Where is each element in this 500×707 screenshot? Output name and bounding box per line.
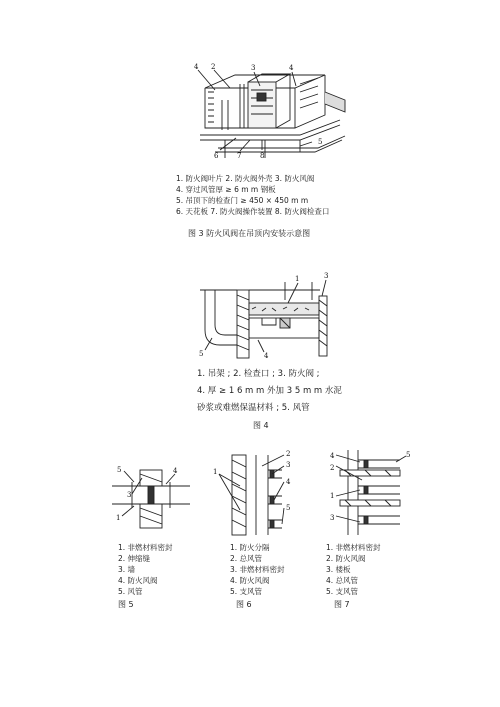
fig6-callout: 4 (286, 478, 291, 486)
fig5-callout: 4 (173, 467, 178, 475)
fig4-legend-line: 砂浆或难燃保温材料 ; 5. 风管 (197, 403, 310, 413)
figure3-caption: 图 3 防火风阀在吊顶内安装示意图 (188, 229, 311, 238)
fig4-legend-line: 4. 厚 ≥ 1 6 m m 外加 3 5 m m 水泥 (197, 386, 342, 396)
fig3-legend-line: 4. 穿过风管厚 ≥ 6 m m 钢板 (176, 185, 276, 194)
fig7-callout: 2 (330, 464, 335, 472)
fig6-callout: 3 (286, 461, 291, 469)
fig5-legend-line: 5. 风管 (118, 587, 143, 596)
fig4-callout: 5 (199, 350, 204, 358)
fig5-legend-line: 4. 防火风阀 (118, 576, 158, 585)
fig4-legend-line: 1. 吊架 ; 2. 检查口 ; 3. 防火阀 ; (197, 369, 320, 379)
fig6-callout: 2 (286, 450, 291, 458)
fig3-callout: 4 (289, 64, 294, 72)
fig5-callout: 3 (127, 491, 132, 499)
fig7-legend-line: 2. 防火风阀 (326, 554, 366, 563)
figure4-caption: 图 4 (253, 421, 269, 430)
fig3-legend-line: 6. 天花板 7. 防火阀操作装置 8. 防火阀检查口 (176, 207, 330, 216)
figure7-legend (326, 542, 381, 597)
fig7-legend-line: 4. 总风管 (326, 576, 359, 585)
fig3-callout: 2 (211, 63, 216, 71)
fig7-callout: 4 (330, 452, 335, 460)
figure6-caption: 图 6 (236, 600, 252, 609)
fig3-callout: 3 (251, 64, 256, 72)
fig5-callout: 1 (116, 514, 121, 522)
figure7-caption: 图 7 (334, 600, 350, 609)
fig7-callout: 5 (406, 451, 411, 459)
fig7-callout: 3 (330, 514, 335, 522)
fig7-callout: 1 (330, 492, 335, 500)
fig5-legend-line: 3. 墙 (118, 565, 136, 574)
fig7-legend-line: 1. 非燃材料密封 (326, 543, 381, 552)
fig3-legend-line: 5. 吊顶下的检查门 ≥ 450 × 450 m m (176, 196, 309, 205)
fig6-legend-line: 2. 总风管 (230, 554, 263, 563)
fig6-callout: 1 (213, 468, 218, 476)
fig3-callout: 8 (260, 152, 265, 160)
fig5-legend-line: 2. 伸缩缝 (118, 554, 151, 563)
fig6-legend-line: 3. 非燃材料密封 (230, 565, 285, 574)
fig4-callout: 4 (264, 352, 269, 360)
fig5-legend-line: 1. 非燃材料密封 (118, 543, 173, 552)
fig7-legend-line: 3. 楼板 (326, 565, 351, 574)
fig5-callout: 5 (117, 466, 122, 474)
fig3-callout: 4 (194, 63, 199, 71)
fig6-callout: 5 (286, 504, 291, 512)
figure5-caption: 图 5 (118, 600, 134, 609)
fig3-callout: 5 (318, 138, 323, 146)
figure6-legend (230, 542, 285, 597)
fig3-callout: 7 (237, 152, 242, 160)
fig6-legend-line: 4. 防火风阀 (230, 576, 270, 585)
fig6-legend-line: 1. 防火分隔 (230, 543, 270, 552)
fig3-callout: 6 (214, 152, 219, 160)
fig3-legend-line: 1. 防火阀叶片 2. 防火阀外壳 3. 防火风阀 (176, 174, 315, 183)
fig6-legend-line: 5. 支风管 (230, 587, 263, 596)
fig4-callout: 1 (295, 275, 300, 283)
fig4-callout: 3 (324, 272, 329, 280)
figure5-legend (118, 542, 173, 597)
fig7-legend-line: 5. 支风管 (326, 587, 359, 596)
